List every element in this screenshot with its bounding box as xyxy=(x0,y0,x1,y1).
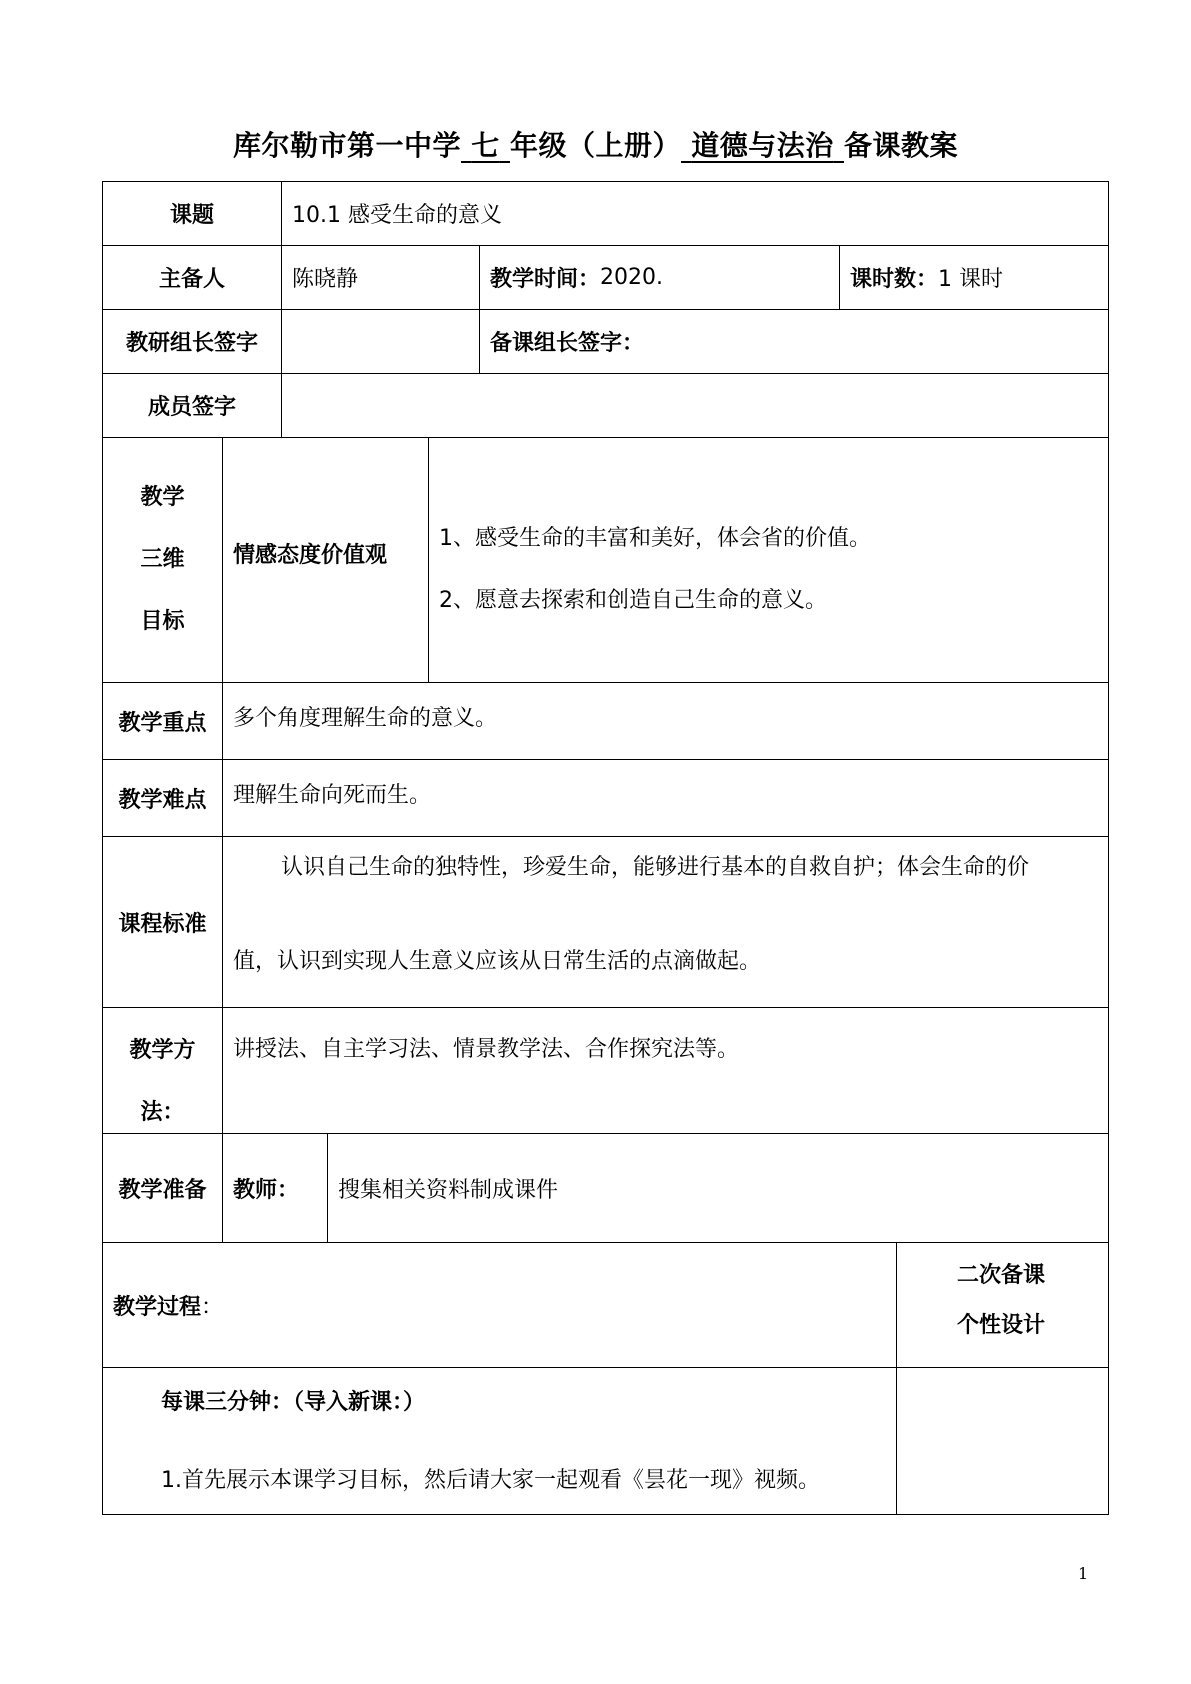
title-doc-type: 备课教案 xyxy=(844,129,959,162)
class-hours-label: 课时数： xyxy=(850,267,939,292)
goal-item-2: 2、愿意去探索和创造自己生命的意义。 xyxy=(439,588,827,613)
standards-line-1: 认识自己生命的独特性，珍爱生命，能够进行基本的自救自护；体会生命的价 xyxy=(281,855,1030,880)
teacher-label: 教师： xyxy=(222,1133,328,1243)
title-school: 库尔勒市第一中学 xyxy=(232,129,461,162)
topic-label: 课题 xyxy=(102,181,282,246)
teacher-value: 搜集相关资料制成课件 xyxy=(327,1133,1109,1243)
lesson-plan-table xyxy=(102,181,1109,1515)
research-leader-sign-label: 教研组长签字 xyxy=(102,309,282,374)
page-number: 1 xyxy=(1078,1564,1089,1583)
teaching-time-value: 2020. xyxy=(600,265,663,290)
topic-value: 10.1 感受生命的意义 xyxy=(281,181,1109,246)
difficulties-value: 理解生命向死而生。 xyxy=(222,759,1109,837)
standards-label: 课程标准 xyxy=(102,836,223,1008)
methods-value: 讲授法、自主学习法、情景教学法、合作探究法等。 xyxy=(222,1007,1109,1134)
key-points-label: 教学重点 xyxy=(102,682,223,760)
secondary-prep-notes[interactable] xyxy=(896,1367,1109,1515)
document-title xyxy=(0,126,1191,166)
title-grade-suffix: 年级（上册） xyxy=(509,129,681,162)
goal-item-1: 1、感受生命的丰富和美好，体会省的价值。 xyxy=(439,526,871,551)
process-label-colon: ： xyxy=(201,1294,224,1320)
preparer-value: 陈晓静 xyxy=(281,245,480,310)
intro-heading: 每课三分钟：（导入新课：） xyxy=(161,1390,426,1415)
teaching-time xyxy=(479,245,840,310)
secondary-prep-header xyxy=(896,1242,1109,1368)
methods-label xyxy=(102,1007,223,1134)
goals-sub-label: 情感态度价值观 xyxy=(222,437,429,683)
members-sign-label: 成员签字 xyxy=(102,373,282,438)
prep-leader-sign-label: 备课组长签字： xyxy=(479,309,1109,374)
preparation-label: 教学准备 xyxy=(102,1133,223,1243)
intro-section xyxy=(102,1367,897,1515)
standards-line-2: 值，认识到实现人生意义应该从日常生活的点滴做起。 xyxy=(233,949,762,974)
secondary-prep-line2: 个性设计 xyxy=(957,1313,1046,1338)
methods-label-line2: 法： xyxy=(140,1100,185,1125)
members-sign-field[interactable] xyxy=(281,373,1109,438)
goals-items xyxy=(428,437,1109,683)
methods-label-line1: 教学方 xyxy=(129,1038,196,1063)
intro-item-1: 1.首先展示本课学习目标，然后请大家一起观看《昙花一现》视频。 xyxy=(161,1468,820,1493)
class-hours xyxy=(839,245,1109,310)
secondary-prep-line1: 二次备课 xyxy=(957,1263,1046,1288)
goals-label-line2: 三维 xyxy=(140,547,185,572)
difficulties-label: 教学难点 xyxy=(102,759,223,837)
goals-label-line3: 目标 xyxy=(140,609,185,634)
title-grade: 七 xyxy=(471,129,500,162)
preparer-label: 主备人 xyxy=(102,245,282,310)
title-subject: 道德与法治 xyxy=(691,129,834,162)
standards-value xyxy=(222,836,1109,1008)
goals-label xyxy=(102,437,223,683)
key-points-value: 多个角度理解生命的意义。 xyxy=(222,682,1109,760)
goals-label-line1: 教学 xyxy=(140,485,185,510)
research-leader-sign-field[interactable] xyxy=(281,309,480,374)
process-label-text: 教学过程 xyxy=(113,1294,202,1320)
teaching-time-label: 教学时间： xyxy=(490,267,601,292)
process-label xyxy=(102,1242,897,1368)
class-hours-value: 1 课时 xyxy=(938,267,1004,292)
